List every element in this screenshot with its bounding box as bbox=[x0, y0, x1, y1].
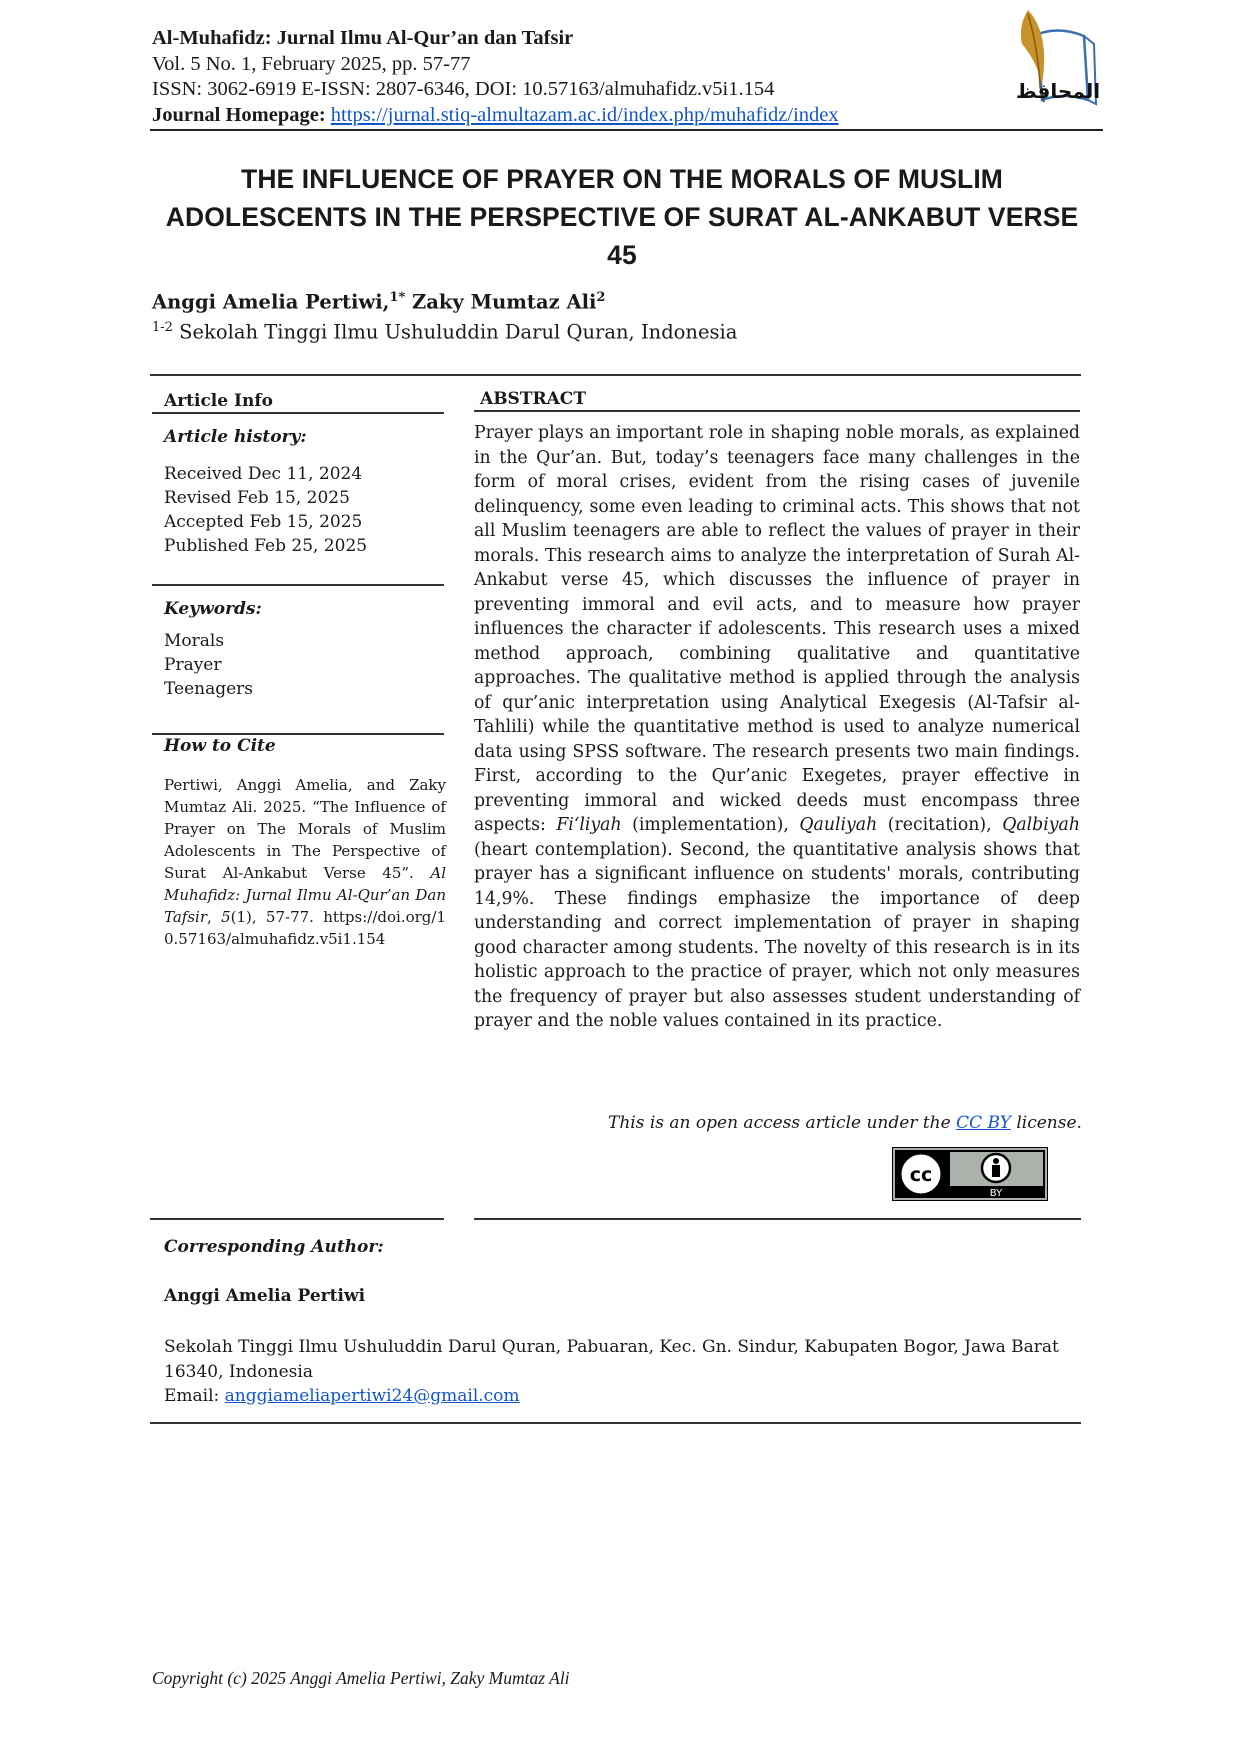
article-title bbox=[150, 160, 1094, 274]
abstract-heading: ABSTRACT bbox=[480, 389, 586, 409]
cc-badge-text: cc bbox=[909, 1164, 933, 1186]
homepage-link[interactable]: https://jurnal.stiq-almultazam.ac.id/index.php/muhafidz/index bbox=[330, 103, 839, 126]
title-line-3: 45 bbox=[607, 240, 637, 270]
cite-volume: 5 bbox=[221, 908, 231, 926]
email-label: Email: bbox=[164, 1386, 225, 1406]
keyword: Prayer bbox=[164, 655, 222, 675]
rule-keywords-bottom bbox=[152, 733, 444, 735]
cite-journal: Al Muhafidz: Jurnal Ilmu Al-Qur’an Dan Tafsir bbox=[164, 864, 446, 926]
abstract-term-qalbiyah: Qalbiyah bbox=[1002, 815, 1080, 835]
rule-corresponding-bottom bbox=[150, 1422, 1081, 1424]
keyword: Morals bbox=[164, 631, 225, 651]
cc-by-badge[interactable] bbox=[892, 1147, 1048, 1201]
journal-homepage bbox=[152, 103, 1012, 129]
article-info-heading: Article Info bbox=[164, 391, 273, 411]
cite-text bbox=[164, 774, 446, 950]
keywords-list bbox=[164, 629, 446, 701]
by-badge-text: BY bbox=[989, 1188, 1003, 1199]
keywords-heading: Keywords: bbox=[164, 599, 262, 619]
header-rule bbox=[150, 129, 1103, 131]
history-accepted: Accepted Feb 15, 2025 bbox=[164, 512, 363, 532]
cc-by-link[interactable]: CC BY bbox=[956, 1113, 1011, 1133]
journal-title: Al-Muhafidz: Jurnal Ilmu Al-Qur’an dan Tafsir bbox=[152, 27, 574, 49]
abstract-gloss-1: (implementation), bbox=[621, 815, 800, 835]
homepage-label: Journal Homepage: bbox=[152, 103, 326, 126]
history-received: Received Dec 11, 2024 bbox=[164, 464, 363, 484]
rule-left-bottom bbox=[150, 1218, 444, 1220]
cite-body: Pertiwi, Anggi Amelia, and Zaky Mumtaz Ali. 2025. “The Influence of Prayer on The Morals of Muslim Adolescents in The Perspective of Surat Al-Ankabut Verse 45”. bbox=[164, 776, 446, 882]
corresponding-name: Anggi Amelia Pertiwi bbox=[164, 1286, 366, 1306]
journal-volume: Vol. 5 No. 1, February 2025, pp. 57-77 bbox=[152, 52, 471, 75]
rule-left-top bbox=[150, 374, 472, 376]
keyword: Teenagers bbox=[164, 679, 254, 699]
abstract-text-1: Prayer plays an important role in shaping noble morals, as explained in the Qur’an. But, today’s teenagers face many challenges in the form of moral crises, evident from the rising cases of juvenile delinquency, some even leading to criminal acts. This shows that not all Muslim teenagers are able to reflect the values of prayer in their morals. This research aims to analyze the interpretation of Surah Al-Ankabut verse 45, which discusses the influence of prayer in preventing immoral and evil acts, and to measure how prayer influences the character if adolescents. This research uses a mixed method approach, combining qualitative and quantitative approaches. The qualitative method is applied through the analysis of qur’anic interpretation using Analytical Exegesis (Al-Tafsir al-Tahlili) while the quantitative method is used to analyze numerical data using SPSS software. The research presents two main findings. First, according to the Qur’anic Exegetes, prayer effective in preventing immoral and wicked deeds must encompass three aspects: bbox=[474, 423, 1080, 835]
journal-logo bbox=[998, 4, 1104, 122]
logo-arabic-text: المحافظ bbox=[1015, 79, 1101, 103]
affiliation bbox=[152, 320, 737, 344]
history-heading: Article history: bbox=[164, 427, 307, 447]
authors bbox=[152, 290, 605, 314]
abstract-underline bbox=[474, 410, 1080, 412]
history-published: Published Feb 25, 2025 bbox=[164, 536, 368, 556]
abstract-text-2: (heart contemplation). Second, the quantitative analysis shows that prayer has a significant influence on students' morals, contributing 14,9%. These findings emphasize the importance of deep understanding and correct implementation of prayer in shaping good character among students. The novelty of this research is in its holistic approach to the practice of prayer, which not only measures the frequency of prayer but also assesses student understanding of prayer and the noble values contained in its practice. bbox=[474, 839, 1080, 1031]
author-1-sup: 1* bbox=[389, 290, 406, 305]
rule-right-bottom bbox=[474, 1218, 1081, 1220]
title-line-2: ADOLESCENTS IN THE PERSPECTIVE OF SURAT AL-ANKABUT VERSE bbox=[165, 202, 1079, 232]
license-text-after: license. bbox=[1010, 1113, 1082, 1133]
corresponding-email-line bbox=[164, 1384, 1082, 1409]
article-info-underline bbox=[152, 412, 444, 414]
cite-heading: How to Cite bbox=[164, 736, 276, 756]
corresponding-address: Sekolah Tinggi Ilmu Ushuluddin Darul Quran, Pabuaran, Kec. Gn. Sindur, Kabupaten Bogor, Jawa Barat 16340, Indonesia bbox=[164, 1337, 1059, 1382]
affiliation-sup: 1-2 bbox=[152, 320, 173, 335]
rule-history-bottom bbox=[152, 584, 444, 586]
abstract-body bbox=[474, 421, 1080, 1034]
journal-header bbox=[152, 26, 1012, 128]
abstract-term-filiyah: Fi‘liyah bbox=[556, 815, 622, 835]
author-2: Zaky Mumtaz Ali bbox=[405, 290, 597, 314]
abstract-gloss-2: (recitation), bbox=[877, 815, 1003, 835]
license-text-before: This is an open access article under the bbox=[608, 1113, 957, 1133]
email-link[interactable]: anggiameliapertiwi24@gmail.com bbox=[224, 1386, 520, 1406]
history-revised: Revised Feb 15, 2025 bbox=[164, 488, 350, 508]
corresponding-heading: Corresponding Author: bbox=[164, 1237, 384, 1257]
corresponding-address-block bbox=[164, 1335, 1082, 1409]
rule-right-top bbox=[472, 374, 1081, 376]
cite-issue-doi: (1), 57-77. https://doi.org/10.57163/almuhafidz.v5i1.154 bbox=[164, 908, 446, 948]
affiliation-text: Sekolah Tinggi Ilmu Ushuluddin Darul Quran, Indonesia bbox=[172, 320, 738, 344]
author-2-sup: 2 bbox=[596, 290, 606, 305]
open-access-notice bbox=[608, 1113, 1082, 1133]
title-line-1: THE INFLUENCE OF PRAYER ON THE MORALS OF MUSLIM bbox=[241, 164, 1003, 194]
abstract-term-qauliyah: Qauliyah bbox=[799, 815, 878, 835]
history-list bbox=[164, 462, 446, 558]
author-1: Anggi Amelia Pertiwi, bbox=[152, 290, 390, 314]
cite-separator: , bbox=[207, 908, 222, 926]
journal-issn: ISSN: 3062-6919 E-ISSN: 2807-6346, DOI: 10.57163/almuhafidz.v5i1.154 bbox=[152, 78, 775, 100]
copyright-footer: Copyright (c) 2025 Anggi Amelia Pertiwi, Zaky Mumtaz Ali bbox=[152, 1668, 570, 1688]
